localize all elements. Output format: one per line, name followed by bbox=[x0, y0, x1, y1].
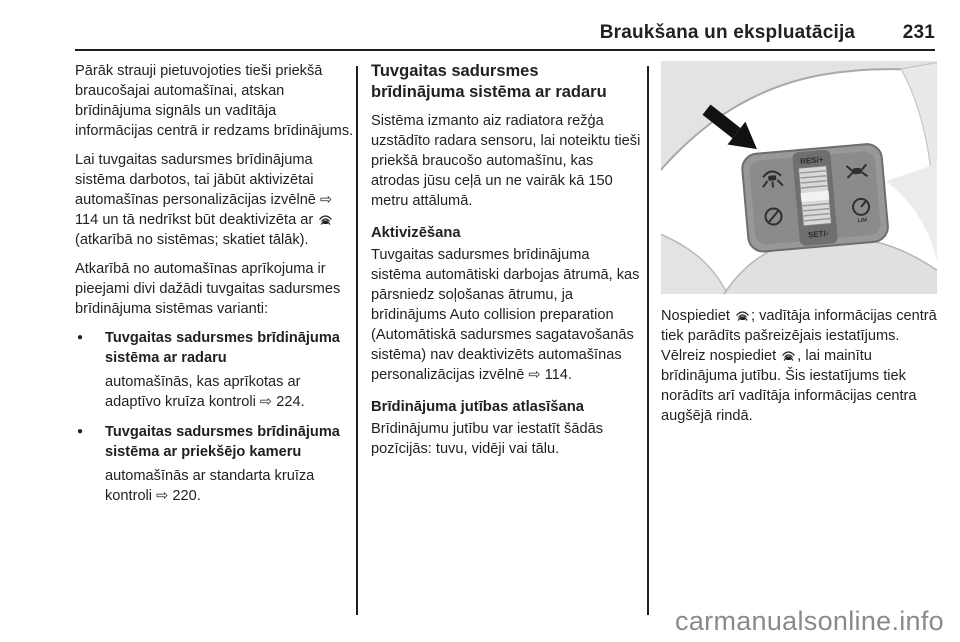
section-heading: Tuvgaitas sadursmes brīdinājuma sistēma ar radaru bbox=[371, 62, 607, 101]
bullet-icon: ● bbox=[77, 332, 84, 343]
list-item-title: Tuvgaitas sadursmes brīdinājuma sistēma ar priekšējo kameru bbox=[105, 424, 340, 460]
paragraph bbox=[75, 150, 355, 250]
figure-column bbox=[661, 61, 937, 435]
list-item bbox=[75, 422, 355, 506]
caption-text: , lai mainītu brīdinājuma jutību. Šis iestatījums tiek norādīts arī vadītāja informācijas centra augšējā rindā. bbox=[661, 348, 917, 424]
paragraph: Atkarībā no automašīnas aprīkojuma ir pieejami divi dažādi tuvgaitas sadursmes brīdinājuma sistēmas varianti: bbox=[75, 261, 341, 317]
res-plus-label: RES/+ bbox=[799, 154, 824, 166]
lim-label: LIM bbox=[857, 217, 868, 225]
steering-controls-pod bbox=[741, 143, 889, 253]
text-column-2 bbox=[371, 61, 643, 468]
paragraph: Sistēma izmanto aiz radiatora režģa uzstādīto radara sensoru, lai noteiktu tieši priekšā braucošo automašīnu, kas atrodas jūsu ceļā un ne vairāk kā 150 metru attālumā. bbox=[371, 113, 641, 209]
paragraph-text: Lai tuvgaitas sadursmes brīdinājuma sistēma darbotos, tai jābūt aktivizētai automašīnas personalizācijas izvēlnē ⇨ 114 un tā nedrīkst būt deaktivizēta ar bbox=[75, 152, 333, 228]
page-title: Braukšana un ekspluatācija bbox=[599, 22, 856, 43]
list-item-title: Tuvgaitas sadursmes brīdinājuma sistēma ar radaru bbox=[105, 330, 340, 366]
watermark: carmanualsonline.info bbox=[675, 606, 944, 636]
collision-alert-symbol-icon bbox=[735, 310, 750, 321]
list-item bbox=[75, 328, 355, 412]
figure-caption bbox=[661, 306, 937, 426]
subsection-heading: Brīdinājuma jutības atlasīšana bbox=[371, 399, 584, 415]
text-column-1 bbox=[75, 61, 355, 516]
column-divider bbox=[647, 66, 649, 615]
collision-alert-symbol-icon bbox=[781, 350, 796, 361]
bullet-icon: ● bbox=[77, 426, 84, 437]
list-item-text: automašīnās ar standarta kruīza kontroli ⇨ 220. bbox=[105, 468, 315, 504]
header-rule bbox=[75, 49, 935, 51]
column-divider bbox=[356, 66, 358, 615]
subsection-heading: Aktivizēšana bbox=[371, 225, 461, 241]
caption-text: Nospiediet bbox=[661, 308, 735, 324]
caption-text: ; vadītāja informācijas centrā tiek parādīts pašreizējais iestatījums. Vēlreiz nospiediet bbox=[661, 308, 937, 364]
page-header bbox=[75, 22, 935, 44]
paragraph: Tuvgaitas sadursmes brīdinājuma sistēma automātiski darbojas ātrumā, kas pārsniedz soļošanas ātrumu, ja brīdinājums Auto collision preparation (Automātiskā sadursmes sagatavošanās sistēma) nav deaktivizēts automašīnas personalizācijas izvēlnē ⇨ 114. bbox=[371, 247, 640, 383]
list-item-text: automašīnās, kas aprīkotas ar adaptīvo kruīza kontroli ⇨ 224. bbox=[105, 374, 305, 410]
steering-wheel-illustration bbox=[661, 61, 937, 294]
paragraph: Pārāk strauji pietuvojoties tieši priekšā braucošajai automašīnai, atskan brīdinājuma signāls un vadītāja informācijas centrā ir redzams brīdinājums. bbox=[75, 63, 354, 139]
page-number: 231 bbox=[902, 22, 935, 43]
paragraph: Brīdinājumu jutību var iestatīt šādās pozīcijās: tuvu, vidēji vai tālu. bbox=[371, 421, 603, 457]
set-minus-label: SET/- bbox=[807, 228, 829, 240]
collision-alert-symbol-icon bbox=[318, 214, 333, 225]
paragraph-text: (atkarībā no sistēmas; skatiet tālāk). bbox=[75, 232, 309, 248]
